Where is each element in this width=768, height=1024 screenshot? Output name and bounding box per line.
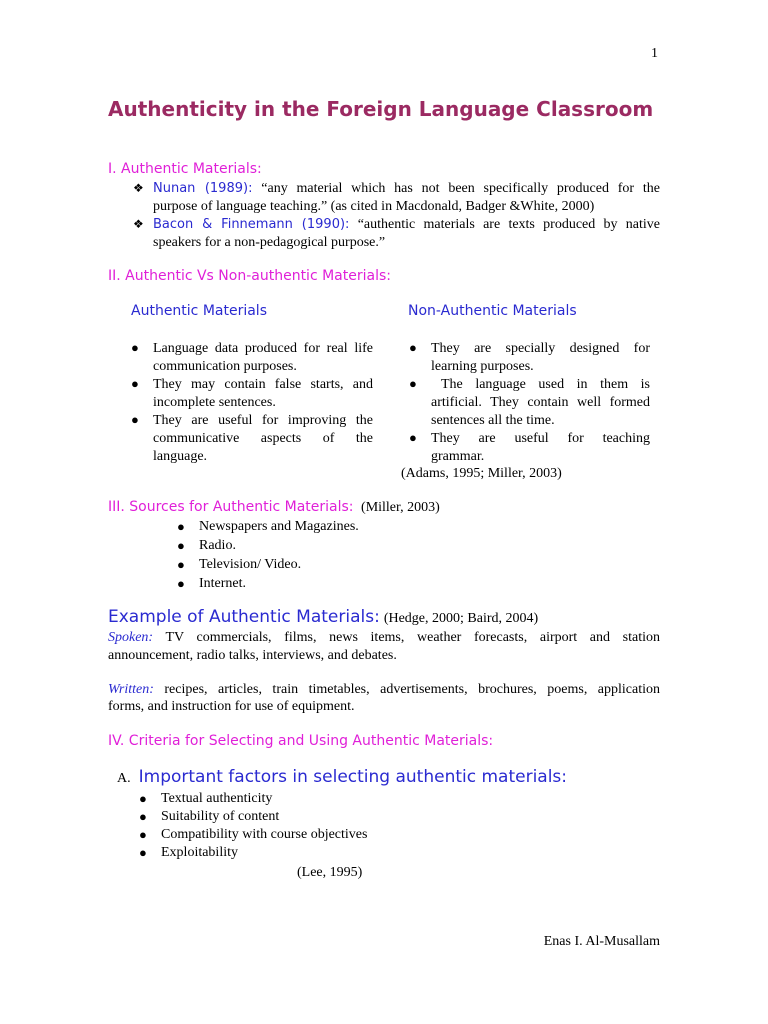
- bullet-icon: ●: [177, 557, 185, 572]
- bullet-icon: ●: [139, 845, 147, 860]
- definition-nunan-line2: purpose of language teaching.” (as cited in Macdonald, Badger &White, 2000): [153, 199, 595, 214]
- non-authentic-item-3-line2: grammar.: [431, 449, 485, 464]
- non-authentic-item-1-line1: They are specially designed for: [431, 341, 650, 356]
- definition-nunan-line1: [153, 180, 660, 198]
- definition-bacon-line2: speakers for a non-pedagogical purpose.”: [153, 235, 386, 250]
- section-3-citation: (Miller, 2003): [361, 500, 440, 515]
- authentic-item-3-line1: They are useful for improving the: [153, 413, 373, 428]
- bullet-icon: ●: [177, 538, 185, 553]
- bullet-icon: ●: [139, 791, 147, 806]
- spoken-label: Spoken:: [108, 630, 154, 645]
- citation-author: Bacon & Finnemann (1990):: [153, 217, 350, 232]
- section-3-heading-row: [108, 499, 440, 516]
- examples-citation: (Hedge, 2000; Baird, 2004): [383, 611, 539, 626]
- written-line2: forms, and instruction for use of equipment.: [108, 699, 355, 714]
- footer-author: Enas I. Al-Musallam: [543, 934, 660, 949]
- bullet-icon: ●: [131, 376, 139, 391]
- non-authentic-item-3-line1: They are useful for teaching: [431, 431, 650, 446]
- page-number: 1: [651, 46, 658, 61]
- factors-list: [139, 790, 368, 862]
- authentic-item-2-line1: They may contain false starts, and: [153, 377, 373, 392]
- bullet-icon: ●: [177, 576, 185, 591]
- non-authentic-item-2-line2: artificial. They contain well formed: [431, 395, 650, 410]
- authentic-item-3-line2: communicative aspects of the: [153, 431, 373, 446]
- section-2-citation: (Adams, 1995; Miller, 2003): [401, 466, 562, 481]
- definition-text: “authentic materials are texts produced by native: [357, 217, 660, 232]
- authentic-item-1-line2: communication purposes.: [153, 359, 297, 374]
- bullet-icon: ●: [177, 519, 185, 534]
- bullet-icon: ●: [139, 827, 147, 842]
- non-authentic-column-heading: Non-Authentic Materials: [408, 303, 577, 319]
- section-3-heading: III. Sources for Authentic Materials:: [108, 499, 354, 515]
- citation-author: Nunan (1989):: [153, 181, 253, 196]
- examples-heading: Example of Authentic Materials:: [108, 607, 380, 627]
- list-item: ● Compatibility with course objectives: [139, 827, 368, 842]
- bullet-icon: ●: [409, 376, 417, 391]
- bullet-icon: ●: [409, 430, 417, 445]
- definition-bacon-line1: [153, 216, 660, 234]
- list-item: ● Television/ Video.: [177, 557, 302, 572]
- spoken-text: TV commercials, films, news items, weather forecasts, airport and station: [165, 630, 660, 645]
- written-text: recipes, articles, train timetables, advertisements, brochures, poems, application: [164, 682, 661, 697]
- non-authentic-item-2-line1: The language used in them is: [441, 377, 650, 392]
- bullet-icon: ●: [409, 340, 417, 355]
- subsection-heading: Important factors in selecting authentic materials:: [138, 767, 568, 787]
- non-authentic-item-1-line2: learning purposes.: [431, 359, 534, 374]
- list-item: ● Radio.: [177, 538, 236, 553]
- diamond-bullet-icon: ❖: [133, 181, 144, 195]
- list-item: ● Suitability of content: [139, 809, 280, 824]
- list-item: ● Textual authenticity: [139, 791, 273, 806]
- written-line1: [108, 681, 660, 699]
- spoken-line1: [108, 629, 660, 647]
- non-authentic-item-2-line3: sentences all the time.: [431, 413, 555, 428]
- document-title: Authenticity in the Foreign Language Classroom: [108, 97, 654, 121]
- list-item: ● Internet.: [177, 576, 247, 591]
- subsection-a-row: [117, 767, 567, 787]
- bullet-icon: ●: [139, 809, 147, 824]
- definition-text: “any material which has not been specifically produced for the: [261, 181, 661, 196]
- authentic-column-heading: Authentic Materials: [131, 303, 267, 319]
- authentic-item-1-line1: Language data produced for real life: [153, 341, 373, 356]
- section-1-heading: I. Authentic Materials:: [108, 161, 262, 177]
- section-4-heading: IV. Criteria for Selecting and Using Authentic Materials:: [108, 733, 494, 749]
- examples-heading-row: [108, 607, 538, 627]
- written-label: Written:: [108, 682, 154, 697]
- section-4-citation: (Lee, 1995): [297, 865, 363, 880]
- bullet-icon: ●: [131, 412, 139, 427]
- list-item: ● Exploitability: [139, 845, 238, 860]
- authentic-item-3-line3: language.: [153, 449, 208, 464]
- diamond-bullet-icon: ❖: [133, 217, 144, 231]
- list-item: ● Newspapers and Magazines.: [177, 519, 359, 534]
- sources-list: [177, 518, 359, 593]
- authentic-item-2-line2: incomplete sentences.: [153, 395, 276, 410]
- bullet-icon: ●: [131, 340, 139, 355]
- subsection-letter: A.: [117, 771, 131, 786]
- spoken-line2: announcement, radio talks, interviews, and debates.: [108, 648, 397, 663]
- section-2-heading: II. Authentic Vs Non-authentic Materials:: [108, 268, 391, 284]
